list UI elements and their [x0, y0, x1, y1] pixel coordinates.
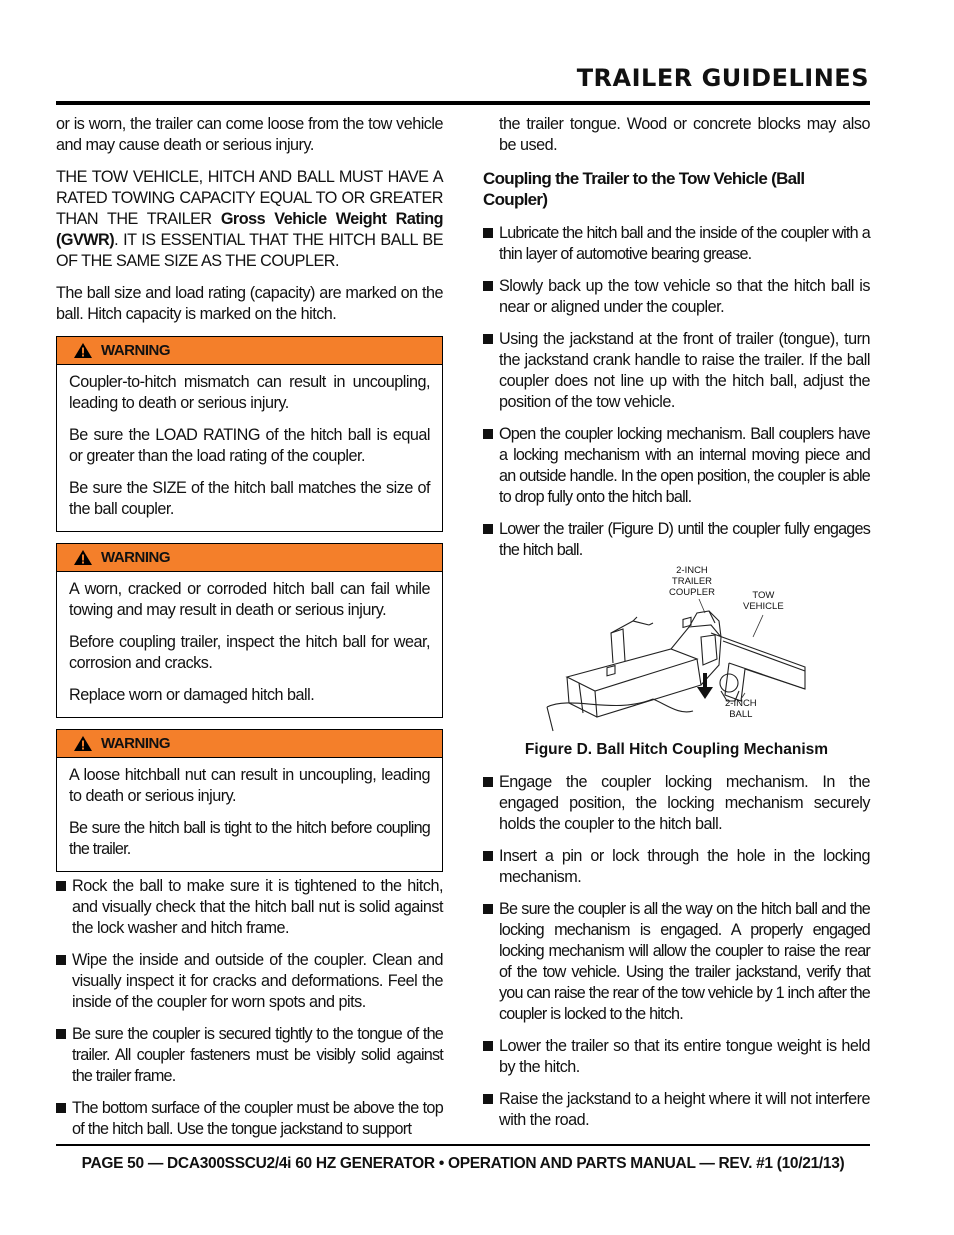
bullet-square-icon: [483, 1094, 493, 1104]
right-bullet-list-2: [483, 772, 870, 1131]
list-item: Using the jackstand at the front of trailer (tongue), turn the jackstand crank handle to raise the trailer. If the ball coupler does not line up with the hitch ball, adjust the position of the tow vehicle.: [483, 329, 870, 413]
bullet-square-icon: [483, 1041, 493, 1051]
bullet-square-icon: [483, 524, 493, 534]
warning-label: WARNING: [101, 342, 170, 359]
bullet-square-icon: [56, 881, 66, 891]
list-item: Be sure the coupler is secured tightly to the tongue of the trailer. All coupler fasteners must be visibly solid against the trailer frame.: [56, 1024, 443, 1087]
list-item: Rock the ball to make sure it is tightened to the hitch, and visually check that the hitch ball nut is solid against the lock washer and hitch frame.: [56, 876, 443, 939]
list-item: Slowly back up the tow vehicle so that the hitch ball is near or aligned under the coupler.: [483, 276, 870, 318]
warning-text: Be sure the LOAD RATING of the hitch ball is equal or greater than the load rating of the coupler.: [69, 426, 430, 465]
coupler-label: 2-INCH TRAILER COUPLER: [669, 565, 715, 598]
list-item: Be sure the coupler is all the way on the hitch ball and the locking mechanism is engaged. A properly engaged locking mechanism will allow the coupler to raise the rear of the tow vehicle. Using the trailer jackstand, verify that you can raise the rear of the tow vehicle by 1 inch after the coupler is locked to the hitch.: [483, 899, 870, 1025]
section-heading: Coupling the Trailer to the Tow Vehicle (Ball Coupler): [483, 169, 805, 209]
warning-text: Before coupling trailer, inspect the hitch ball for wear, corrosion and cracks.: [69, 633, 430, 672]
left-column: [56, 114, 443, 1151]
page-title: TRAILER GUIDELINES: [576, 64, 869, 92]
list-item: Lower the trailer so that its entire tongue weight is held by the hitch.: [483, 1036, 870, 1078]
left-bullet-list: [56, 876, 443, 1140]
list-item: Engage the coupler locking mechanism. In the engaged position, the locking mechanism securely holds the coupler to the hitch ball.: [483, 772, 870, 835]
tow-vehicle-label: TOW VEHICLE: [743, 590, 784, 612]
right-bullet-list-1: [483, 223, 870, 561]
warning-triangle-icon: [73, 735, 93, 752]
list-item: Wipe the inside and outside of the coupler. Clean and visually inspect it for cracks and deformations. Feel the inside of the coupler for worn spots and pits.: [56, 950, 443, 1013]
warning-label: WARNING: [101, 549, 170, 566]
list-item: Raise the jackstand to a height where it will not interfere with the road.: [483, 1089, 870, 1131]
bullet-square-icon: [483, 228, 493, 238]
warning-box-mismatch: [56, 336, 443, 532]
warning-text: A loose hitchball nut can result in uncoupling, leading to death or serious injury.: [69, 766, 430, 805]
page-footer: PAGE 50 — DCA300SSCU2/4i 60 HZ GENERATOR • OPERATION AND PARTS MANUAL — REV. #1 (10/21/13): [81, 1155, 845, 1172]
bullet-square-icon: [483, 281, 493, 291]
list-item: The bottom surface of the coupler must be above the top of the hitch ball. Use the tongue jackstand to support: [56, 1098, 443, 1140]
capacity-paragraph: THE TOW VEHICLE, HITCH AND BALL MUST HAVE A RATED TOWING CAPACITY EQUAL TO OR GREATER THAN THE TRAILER Gross Vehicle Weight Rating (GVWR). IT IS ESSENTIAL THAT THE HITCH BALL BE OF THE SAME SIZE AS THE COUPLER.: [56, 168, 443, 270]
list-item: Open the coupler locking mechanism. Ball couplers have a locking mechanism with an internal moving piece and an outside handle. In the open position, the coupler is able to drop fully onto the hitch ball.: [483, 424, 870, 508]
right-column: [483, 114, 870, 1142]
list-item: Insert a pin or lock through the hole in the locking mechanism.: [483, 846, 870, 888]
figure-caption: Figure D. Ball Hitch Coupling Mechanism: [524, 741, 829, 758]
bullet-square-icon: [483, 904, 493, 914]
bullet-square-icon: [56, 1029, 66, 1039]
warning-text: Coupler-to-hitch mismatch can result in uncoupling, leading to death or serious injury.: [69, 373, 430, 412]
warning-box-loose-nut: [56, 729, 443, 872]
warning-text: Be sure the hitch ball is tight to the hitch before coupling the trailer.: [69, 819, 430, 858]
warning-label: WARNING: [101, 735, 170, 752]
footer-rule: [56, 1144, 870, 1146]
bullet-square-icon: [56, 955, 66, 965]
list-item: Lower the trailer (Figure D) until the coupler fully engages the hitch ball.: [483, 519, 870, 561]
intro-paragraph: or is worn, the trailer can come loose from the tow vehicle and may cause death or serious injury.: [56, 115, 443, 154]
warning-triangle-icon: [73, 342, 93, 359]
header-rule: [56, 101, 870, 105]
bullet-square-icon: [483, 429, 493, 439]
bullet-square-icon: [483, 334, 493, 344]
hitch-ball-label: 2-INCH BALL: [725, 698, 757, 720]
warning-text: Be sure the SIZE of the hitch ball matches the size of the ball coupler.: [69, 479, 430, 518]
bullet-square-icon: [483, 777, 493, 787]
continued-paragraph: the trailer tongue. Wood or concrete blocks may also be used.: [499, 115, 870, 154]
warning-text: Replace worn or damaged hitch ball.: [69, 686, 315, 704]
hitch-figure: [483, 565, 870, 733]
gvwr-term: Gross Vehicle Weight Rating (GVWR): [56, 210, 443, 249]
bullet-square-icon: [483, 851, 493, 861]
warning-triangle-icon: [73, 549, 93, 566]
warning-box-worn-ball: [56, 543, 443, 718]
bullet-square-icon: [56, 1103, 66, 1113]
list-item: Lubricate the hitch ball and the inside of the coupler with a thin layer of automotive bearing grease.: [483, 223, 870, 265]
warning-text: A worn, cracked or corroded hitch ball can fail while towing and may result in death or serious injury.: [69, 580, 430, 619]
ball-size-paragraph: The ball size and load rating (capacity) are marked on the ball. Hitch capacity is marked on the hitch.: [56, 284, 443, 323]
